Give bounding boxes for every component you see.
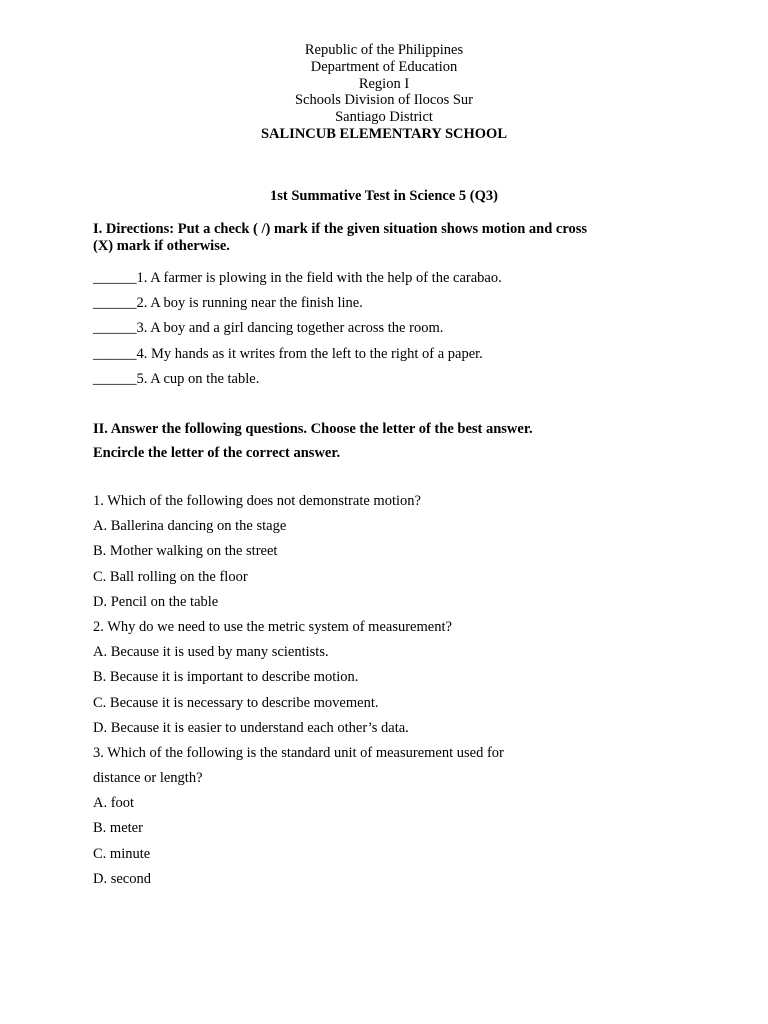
- part2-instruction-line2: Encircle the letter of the correct answer.: [93, 444, 341, 461]
- q1-option-d: D. Pencil on the table: [93, 593, 219, 610]
- header-district: Santiago District: [335, 109, 433, 126]
- part2-questions: [93, 492, 504, 895]
- q1-option-a: A. Ballerina dancing on the stage: [93, 518, 287, 535]
- q1-option-b: B. Mother walking on the street: [93, 543, 278, 560]
- header-region: Region I: [358, 75, 410, 92]
- q2-option-d: D. Because it is easier to understand each other’s data.: [93, 719, 409, 736]
- school-name: SALINCUB ELEMENTARY SCHOOL: [260, 125, 508, 142]
- header-department: Department of Education: [310, 58, 458, 75]
- q3-option-a: A. foot: [93, 795, 135, 812]
- part2-instructions: [93, 420, 533, 467]
- q3-option-b: B. meter: [93, 820, 143, 837]
- q3-option-c: C. minute: [93, 845, 151, 862]
- question-2: 2. Why do we need to use the metric system of measurement?: [93, 618, 452, 635]
- q2-option-b: B. Because it is important to describe motion.: [93, 669, 359, 686]
- question-3-continued: distance or length?: [93, 770, 203, 787]
- part1-item-4: ______4. My hands as it writes from the left to the right of a paper.: [93, 345, 483, 362]
- part1-directions: [93, 221, 633, 254]
- part2-instruction-line1: II. Answer the following questions. Choose the letter of the best answer.: [93, 421, 533, 437]
- part1-item-5: ______5. A cup on the table.: [93, 370, 260, 387]
- q3-option-d: D. second: [93, 870, 151, 887]
- header-republic: Republic of the Philippines: [304, 42, 464, 58]
- part1-items: [93, 269, 502, 395]
- part1-item-1: ______1. A farmer is plowing in the field with the help of the carabao.: [93, 270, 502, 286]
- header-division: Schools Division of Ilocos Sur: [294, 92, 474, 109]
- question-3: 3. Which of the following is the standard unit of measurement used for: [93, 744, 504, 761]
- part1-item-3: ______3. A boy and a girl dancing together across the room.: [93, 320, 444, 337]
- q2-option-a: A. Because it is used by many scientists.: [93, 644, 329, 661]
- part1-item-2: ______2. A boy is running near the finish line.: [93, 295, 363, 312]
- part1-directions-line2: (X) mark if otherwise.: [93, 237, 230, 254]
- test-title: 1st Summative Test in Science 5 (Q3): [270, 188, 498, 204]
- part1-directions-line1: I. Directions: Put a check ( /) mark if the given situation shows motion and cross: [93, 221, 588, 237]
- document-header: [0, 42, 768, 143]
- q2-option-c: C. Because it is necessary to describe movement.: [93, 694, 379, 711]
- question-1: 1. Which of the following does not demonstrate motion?: [93, 493, 421, 509]
- q1-option-c: C. Ball rolling on the floor: [93, 568, 248, 585]
